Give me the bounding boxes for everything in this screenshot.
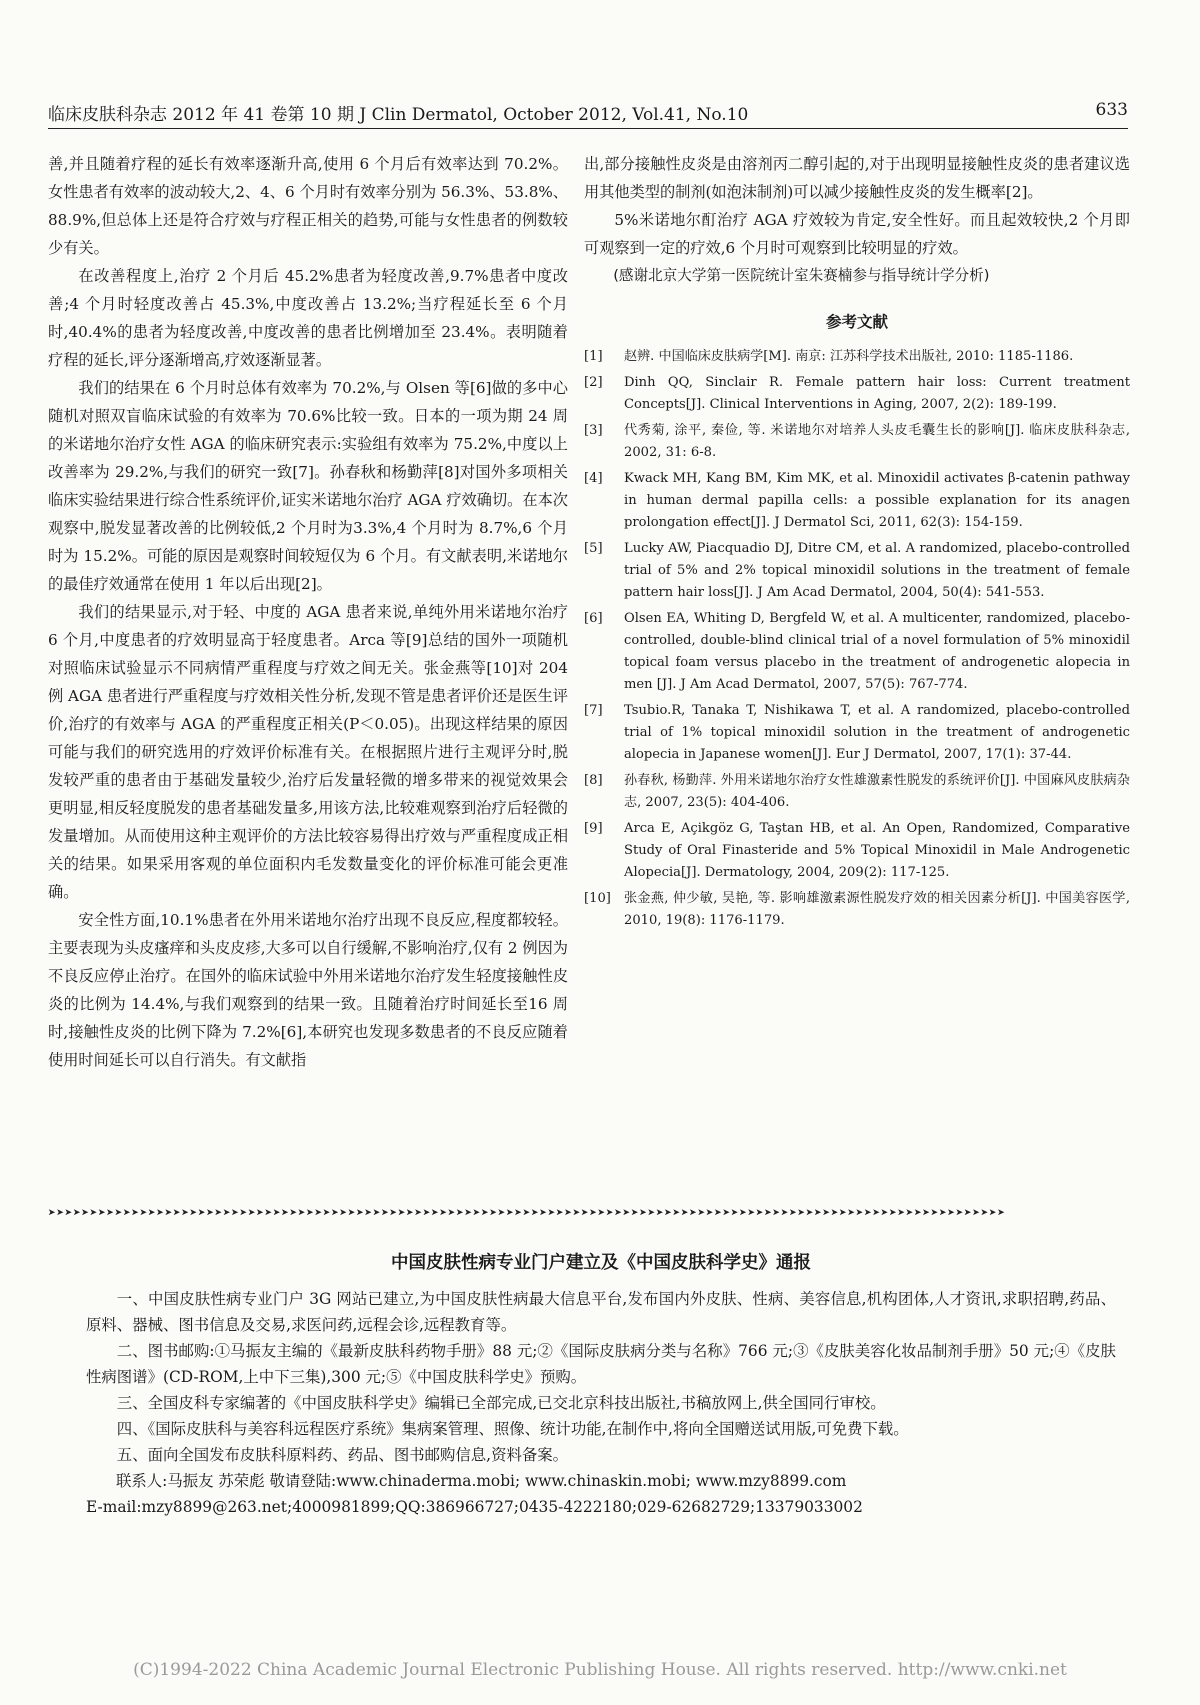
reference-item	[584, 420, 1130, 464]
reference-text: Lucky AW, Piacquadio DJ, Ditre CM, et al. A randomized, placebo-controlled trial of 5% and 2% topical minoxidil solutions in the treatment of female pattern hair loss[J]. J Am Acad Dermatol, 2004, 50(4): 541-553.	[624, 541, 1130, 600]
reference-text: 赵辨. 中国临床皮肤病学[M]. 南京: 江苏科学技术出版社, 2010: 1185-1186.	[624, 349, 1074, 364]
reference-item	[584, 372, 1130, 416]
reference-item	[584, 770, 1130, 814]
reference-number: [3]	[584, 423, 603, 438]
reference-number: [9]	[584, 821, 603, 836]
reference-number: [7]	[584, 703, 603, 718]
reference-number: [4]	[584, 471, 603, 486]
reference-text: Arca E, Açikgöz G, Taştan HB, et al. An Open, Randomized, Comparative Study of Oral Finasteride and 5% Topical Minoxidil in Male Androgenetic Alopecia[J]. Dermatology, 2004, 209(2): 117-125.	[624, 821, 1130, 880]
notice-item: 四、《国际皮肤科与美容科远程医疗系统》集病案管理、照像、统计功能,在制作中,将向全国赠送试用版,可免费下载。	[116, 1420, 909, 1438]
reference-number: [1]	[584, 349, 603, 364]
notice-contact: 联系人:马振友 苏荣彪 敬请登陆:www.chinaderma.mobi; www.chinaskin.mobi; www.mzy8899.com	[116, 1472, 847, 1490]
reference-item	[584, 468, 1130, 534]
reference-item	[584, 538, 1130, 604]
reference-text: Dinh QQ, Sinclair R. Female pattern hair loss: Current treatment Concepts[J]. Clinical Interventions in Aging, 2007, 2(2): 189-199.	[624, 375, 1130, 412]
body-paragraph: 在改善程度上,治疗 2 个月后 45.2%患者为轻度改善,9.7%患者中度改善;4 个月时轻度改善占 45.3%,中度改善占 13.2%;当疗程延长至 6 个月时,40.4%的患者为轻度改善,中度改善的患者比例增加至 23.4%。表明随着疗程的延长,评分逐渐增高,疗效逐渐显著。	[48, 267, 568, 369]
notice-title: 中国皮肤性病专业门户建立及《中国皮肤科学史》通报	[391, 1253, 811, 1273]
acknowledgement: (感谢北京大学第一医院统计室朱赛楠参与指导统计学分析)	[613, 267, 990, 284]
reference-number: [10]	[584, 891, 611, 906]
reference-text: 张金燕, 仲少敏, 吴艳, 等. 影响雄激素源性脱发疗效的相关因素分析[J]. 中国美容医学, 2010, 19(8): 1176-1179.	[624, 891, 1130, 928]
left-column	[48, 150, 568, 1074]
references-heading: 参考文献	[825, 313, 888, 331]
notice-item: 五、面向全国发布皮肤科原料药、药品、图书邮购信息,资料备案。	[116, 1446, 569, 1464]
page-number: 633	[1095, 100, 1128, 120]
section-divider: ➤➤➤➤➤➤➤➤➤➤➤➤➤➤➤➤➤➤➤➤➤➤➤➤➤➤➤➤➤➤➤➤➤➤➤➤➤➤➤➤➤➤➤➤➤➤➤➤➤➤➤➤➤➤➤➤➤➤➤➤➤➤➤➤➤➤➤➤➤➤➤➤➤➤➤➤➤➤➤➤➤➤➤➤➤➤➤➤➤➤➤➤➤➤➤➤➤➤➤➤➤➤➤➤➤➤➤➤➤➤➤➤➤➤➤	[48, 1206, 1006, 1221]
reference-item	[584, 700, 1130, 766]
reference-number: [2]	[584, 375, 603, 390]
reference-text: Kwack MH, Kang BM, Kim MK, et al. Minoxidil activates β-catenin pathway in human dermal papilla cells: a possible explanation for its anagen prolongation effect[J]. J Dermatol Sci, 2011, 62(3): 154-159.	[624, 471, 1130, 530]
reference-text: 孙春秋, 杨勤萍. 外用米诺地尔治疗女性雄激素性脱发的系统评价[J]. 中国麻风皮肤病杂志, 2007, 23(5): 404-406.	[624, 773, 1130, 810]
body-paragraph: 5%米诺地尔酊治疗 AGA 疗效较为肯定,安全性好。而且起效较快,2 个月即可观察到一定的疗效,6 个月时可观察到比较明显的疗效。	[584, 211, 1130, 257]
body-paragraph: 安全性方面,10.1%患者在外用米诺地尔治疗出现不良反应,程度都较轻。主要表现为头皮瘙痒和头皮皮疹,大多可以自行缓解,不影响治疗,仅有 2 例因为不良反应停止治疗。在国外的临床试验中外用米诺地尔治疗发生轻度接触性皮炎的比例为 14.4%,与我们观察到的结果一致。且随着治疗时间延长至16 周时,接触性皮炎的比例下降为 7.2%[6],本研究也发现多数患者的不良反应随着使用时间延长可以自行消失。有文献指	[48, 911, 568, 1069]
reference-text: Olsen EA, Whiting D, Bergfeld W, et al. A multicenter, randomized, placebo-controlled, double-blind clinical trial of a novel formulation of 5% minoxidil topical foam versus placebo in the treatment of androgenetic alopecia in men [J]. J Am Acad Dermatol, 2007, 57(5): 767-774.	[624, 611, 1130, 692]
body-paragraph: 我们的结果显示,对于轻、中度的 AGA 患者来说,单纯外用米诺地尔治疗 6 个月,中度患者的疗效明显高于轻度患者。Arca 等[9]总结的国外一项随机对照临床试验显示不同病情严重程度与疗效之间无关。张金燕等[10]对 204 例 AGA 患者进行严重程度与疗效相关性分析,发现不管是患者评价还是医生评价,治疗的有效率与 AGA 的严重程度正相关(P＜0.05)。出现这样结果的原因可能与我们的研究选用的疗效评价标准有关。在根据照片进行主观评分时,脱发较严重的患者由于基础发量较少,治疗后发量轻微的增多带来的视觉效果会更明显,相反轻度脱发的患者基础发量多,用该方法,比较难观察到治疗后轻微的发量增加。从而使用这种主观评价的方法比较容易得出疗效与严重程度成正相关的结果。如果采用客观的单位面积内毛发数量变化的评价标准可能会更准确。	[48, 603, 568, 901]
body-paragraph: 我们的结果在 6 个月时总体有效率为 70.2%,与 Olsen 等[6]做的多中心随机对照双盲临床试验的有效率为 70.6%比较一致。日本的一项为期 24 周的米诺地尔治疗女性 AGA 的临床研究表示:实验组有效率为 75.2%,中度以上改善率为 29.2%,与我们的研究一致[7]。孙春秋和杨勤萍[8]对国外多项相关临床实验结果进行综合性系统评价,证实米诺地尔治疗 AGA 疗效确切。在本次观察中,脱发显著改善的比例较低,2 个月时为3.3%,4 个月时为 8.7%,6 个月时为 15.2%。可能的原因是观察时间较短仅为 6 个月。有文献表明,米诺地尔的最佳疗效通常在使用 1 年以后出现[2]。	[48, 379, 568, 593]
right-column	[584, 150, 1130, 936]
notice-item: 一、中国皮肤性病专业门户 3G 网站已建立,为中国皮肤性病最大信息平台,发布国内外皮肤、性病、美容信息,机构团体,人才资讯,求职招聘,药品、原料、器械、图书信息及交易,求医问药,远程会诊,远程教育等。	[86, 1290, 1116, 1334]
journal-citation: 临床皮肤科杂志 2012 年 41 卷第 10 期 J Clin Dermatol, October 2012, Vol.41, No.10	[48, 105, 749, 125]
copyright-watermark: (C)1994-2022 China Academic Journal Electronic Publishing House. All rights reserved. http://www.cnki.net	[133, 1660, 1067, 1680]
reference-number: [6]	[584, 611, 603, 626]
reference-item	[584, 608, 1130, 696]
reference-text: Tsubio.R, Tanaka T, Nishikawa T, et al. A randomized, placebo-controlled trial of 1% topical minoxidil solution in the treatment of androgenetic alopecia in Japanese women[J]. Eur J Dermatol, 2007, 17(1): 37-44.	[624, 703, 1130, 762]
notice-box	[86, 1250, 1116, 1520]
reference-item	[584, 888, 1130, 932]
reference-item	[584, 346, 1130, 368]
body-paragraph: 善,并且随着疗程的延长有效率逐渐升高,使用 6 个月后有效率达到 70.2%。女性患者有效率的波动较大,2、4、6 个月时有效率分别为 56.3%、53.8%、88.9%,但总体上还是符合疗效与疗程正相关的趋势,可能与女性患者的例数较少有关。	[48, 155, 568, 257]
reference-text: 代秀菊, 涂平, 秦俭, 等. 米诺地尔对培养人头皮毛囊生长的影响[J]. 临床皮肤科杂志, 2002, 31: 6-8.	[624, 423, 1130, 460]
notice-item: 二、图书邮购:①马振友主编的《最新皮肤科药物手册》88 元;②《国际皮肤病分类与名称》766 元;③《皮肤美容化妆品制剂手册》50 元;④《皮肤性病图谱》(CD-ROM,上中下三集),300 元;⑤《中国皮肤科学史》预购。	[86, 1342, 1116, 1386]
reference-list	[584, 346, 1130, 932]
notice-email: E-mail:mzy8899@263.net;4000981899;QQ:386966727;0435-4222180;029-62682729;13379033002	[86, 1498, 863, 1516]
notice-item: 三、全国皮科专家编著的《中国皮肤科学史》编辑已全部完成,已交北京科技出版社,书稿放网上,供全国同行审校。	[116, 1394, 886, 1412]
running-header	[48, 100, 1128, 129]
reference-number: [5]	[584, 541, 603, 556]
reference-item	[584, 818, 1130, 884]
reference-number: [8]	[584, 773, 603, 788]
body-paragraph: 出,部分接触性皮炎是由溶剂丙二醇引起的,对于出现明显接触性皮炎的患者建议选用其他类型的制剂(如泡沫制剂)可以减少接触性皮炎的发生概率[2]。	[584, 155, 1130, 201]
